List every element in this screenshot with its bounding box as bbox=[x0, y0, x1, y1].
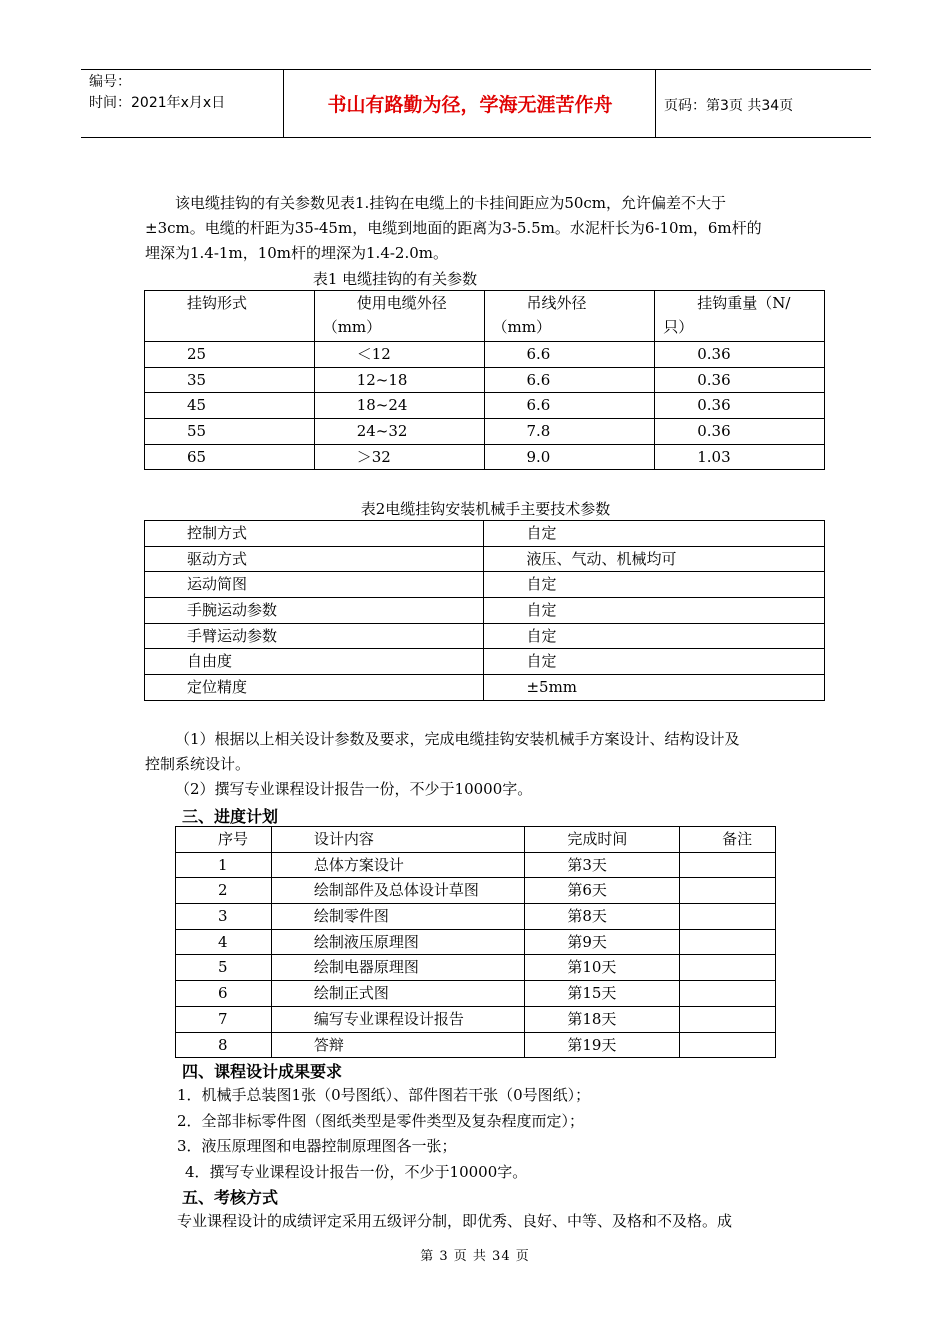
table-cell: 5 bbox=[176, 955, 272, 981]
table-header-cell: 设计内容 bbox=[271, 827, 524, 853]
table-row bbox=[145, 521, 825, 547]
table-row bbox=[176, 852, 776, 878]
table-cell: 手腕运动参数 bbox=[145, 598, 484, 624]
page-footer: 第 3 页 共 34 页 bbox=[420, 1249, 530, 1264]
table-cell: 0.36 bbox=[655, 419, 825, 445]
table-cell: 0.36 bbox=[655, 342, 825, 368]
table-cell: 12~18 bbox=[314, 367, 484, 393]
table-row bbox=[145, 419, 825, 445]
table-cell: 编写专业课程设计报告 bbox=[271, 1006, 524, 1032]
table-cell: ±5mm bbox=[484, 675, 825, 701]
table-cell: 自定 bbox=[484, 598, 825, 624]
table-row bbox=[176, 904, 776, 930]
table-cell: 定位精度 bbox=[145, 675, 484, 701]
header-line: 挂钩形式 bbox=[187, 294, 248, 312]
table-header-cell bbox=[314, 291, 484, 342]
list-item: 4．撰写专业课程设计报告一份，不少于10000字。 bbox=[185, 1162, 528, 1181]
table-cell bbox=[680, 955, 776, 981]
table-row bbox=[145, 623, 825, 649]
section3-title: 三、进度计划 bbox=[182, 807, 279, 826]
intro-line: ±3cm。电缆的杆距为35-45m，电缆到地面的距离为3-5.5m。水泥杆长为6-10m，6m杆的 bbox=[145, 219, 762, 237]
table-cell: 7 bbox=[176, 1006, 272, 1032]
table-cell: 绘制电器原理图 bbox=[271, 955, 524, 981]
table-cell: 6 bbox=[176, 981, 272, 1007]
table-header-cell bbox=[655, 291, 825, 342]
table-cell: 1 bbox=[176, 852, 272, 878]
table-row bbox=[145, 546, 825, 572]
table-cell: 65 bbox=[145, 444, 315, 470]
table-row bbox=[176, 1006, 776, 1032]
table-cell: 自定 bbox=[484, 521, 825, 547]
table-cell: 1.03 bbox=[655, 444, 825, 470]
table-cell: 自定 bbox=[484, 572, 825, 598]
table-row bbox=[145, 572, 825, 598]
table-header-row bbox=[145, 291, 825, 342]
table-cell: 55 bbox=[145, 419, 315, 445]
header-line: （mm） bbox=[322, 318, 382, 336]
table-header-cell: 序号 bbox=[176, 827, 272, 853]
table-cell: 4 bbox=[176, 929, 272, 955]
requirement-line: （1）根据以上相关设计参数及要求，完成电缆挂钩安装机械手方案设计、结构设计及 bbox=[175, 730, 740, 748]
header-page-label: 页码：第3页 共34页 bbox=[664, 98, 794, 114]
schedule-table bbox=[175, 826, 776, 1058]
table-cell: ＜12 bbox=[314, 342, 484, 368]
table-cell: 自由度 bbox=[145, 649, 484, 675]
table-cell: 第3天 bbox=[525, 852, 680, 878]
table-row bbox=[176, 929, 776, 955]
table-cell: ＞32 bbox=[314, 444, 484, 470]
table-row bbox=[176, 1032, 776, 1058]
table-row bbox=[145, 598, 825, 624]
table-cell: 2 bbox=[176, 878, 272, 904]
table-cell: 驱动方式 bbox=[145, 546, 484, 572]
table-cell: 7.8 bbox=[484, 419, 655, 445]
table-cell: 答辩 bbox=[271, 1032, 524, 1058]
table-cell: 8 bbox=[176, 1032, 272, 1058]
table-header-cell bbox=[484, 291, 655, 342]
table-cell: 自定 bbox=[484, 649, 825, 675]
header-line: （mm） bbox=[492, 318, 551, 336]
table-cell: 45 bbox=[145, 393, 315, 419]
table-cell: 6.6 bbox=[484, 393, 655, 419]
table-cell: 6.6 bbox=[484, 367, 655, 393]
table-cell bbox=[680, 904, 776, 930]
table-cell: 第19天 bbox=[525, 1032, 680, 1058]
table-header-row bbox=[176, 827, 776, 853]
table-cell: 总体方案设计 bbox=[271, 852, 524, 878]
table-header-cell bbox=[145, 291, 315, 342]
table-cell bbox=[680, 852, 776, 878]
table-header-cell: 完成时间 bbox=[525, 827, 680, 853]
table-cell: 液压、气动、机械均可 bbox=[484, 546, 825, 572]
header-motto: 书山有路勤为径，学海无涯苦作舟 bbox=[327, 94, 613, 116]
table-cell: 第18天 bbox=[525, 1006, 680, 1032]
page-header bbox=[81, 69, 871, 138]
requirements bbox=[145, 727, 810, 802]
header-line: 吊线外径 bbox=[526, 294, 587, 312]
table-row bbox=[176, 955, 776, 981]
intro-line: 埋深为1.4-1m，10m杆的埋深为1.4-2.0m。 bbox=[145, 244, 449, 262]
number-label: 编号： bbox=[89, 74, 131, 90]
table2-caption: 表2电缆挂钩安装机械手主要技术参数 bbox=[360, 500, 611, 518]
table-row bbox=[145, 393, 825, 419]
table-cell: 运动简图 bbox=[145, 572, 484, 598]
intro-line: 该电缆挂钩的有关参数见表1.挂钩在电缆上的卡挂间距应为50cm，允许偏差不大于 bbox=[175, 194, 727, 212]
section5-title: 五、考核方式 bbox=[182, 1188, 279, 1207]
header-line: 只） bbox=[663, 318, 694, 336]
table-cell bbox=[680, 1006, 776, 1032]
time-label: 时间：2021年x月x日 bbox=[89, 95, 226, 111]
header-left bbox=[89, 72, 225, 114]
table-cell: 第15天 bbox=[525, 981, 680, 1007]
list-item: 1．机械手总装图1张（0号图纸）、部件图若干张（0号图纸）； bbox=[177, 1086, 591, 1104]
table-header-cell: 备注 bbox=[680, 827, 776, 853]
table-cell: 绘制液压原理图 bbox=[271, 929, 524, 955]
table-cell: 6.6 bbox=[484, 342, 655, 368]
intro-paragraph bbox=[145, 191, 810, 266]
table-cell: 35 bbox=[145, 367, 315, 393]
table-cell: 绘制部件及总体设计草图 bbox=[271, 878, 524, 904]
table-cell: 0.36 bbox=[655, 367, 825, 393]
table-cell bbox=[680, 981, 776, 1007]
header-line: 挂钩重量（N/ bbox=[697, 294, 791, 312]
table-row bbox=[145, 342, 825, 368]
table-cell: 3 bbox=[176, 904, 272, 930]
table-cell bbox=[680, 929, 776, 955]
table-cell bbox=[680, 1032, 776, 1058]
table-cell: 自定 bbox=[484, 623, 825, 649]
table-cell: 第9天 bbox=[525, 929, 680, 955]
table-row bbox=[145, 367, 825, 393]
table-row bbox=[145, 675, 825, 701]
table-row bbox=[145, 649, 825, 675]
table1 bbox=[144, 290, 825, 470]
table-cell: 控制方式 bbox=[145, 521, 484, 547]
table-cell bbox=[680, 878, 776, 904]
table-cell: 第8天 bbox=[525, 904, 680, 930]
list-item: 3．液压原理图和电器控制原理图各一张； bbox=[177, 1137, 457, 1155]
requirement-line: （2）撰写专业课程设计报告一份，不少于10000字。 bbox=[175, 780, 533, 798]
section4-title: 四、课程设计成果要求 bbox=[182, 1062, 343, 1081]
section4-list bbox=[177, 1083, 590, 1185]
table2 bbox=[144, 520, 825, 701]
table-cell: 18~24 bbox=[314, 393, 484, 419]
table-row bbox=[145, 444, 825, 470]
table-cell: 第6天 bbox=[525, 878, 680, 904]
table-cell: 第10天 bbox=[525, 955, 680, 981]
header-line: 使用电缆外径 bbox=[356, 294, 447, 312]
table-cell: 24~32 bbox=[314, 419, 484, 445]
table-cell: 9.0 bbox=[484, 444, 655, 470]
table-cell: 绘制零件图 bbox=[271, 904, 524, 930]
table-cell: 绘制正式图 bbox=[271, 981, 524, 1007]
table-cell: 0.36 bbox=[655, 393, 825, 419]
requirement-line: 控制系统设计。 bbox=[145, 755, 251, 773]
table-row bbox=[176, 981, 776, 1007]
table-cell: 25 bbox=[145, 342, 315, 368]
table-row bbox=[176, 878, 776, 904]
table1-caption: 表1 电缆挂钩的有关参数 bbox=[312, 270, 478, 288]
section5-text: 专业课程设计的成绩评定采用五级评分制，即优秀、良好、中等、及格和不及格。成 bbox=[177, 1212, 733, 1230]
list-item: 2．全部非标零件图（图纸类型是零件类型及复杂程度而定）； bbox=[177, 1111, 585, 1130]
table-cell: 手臂运动参数 bbox=[145, 623, 484, 649]
